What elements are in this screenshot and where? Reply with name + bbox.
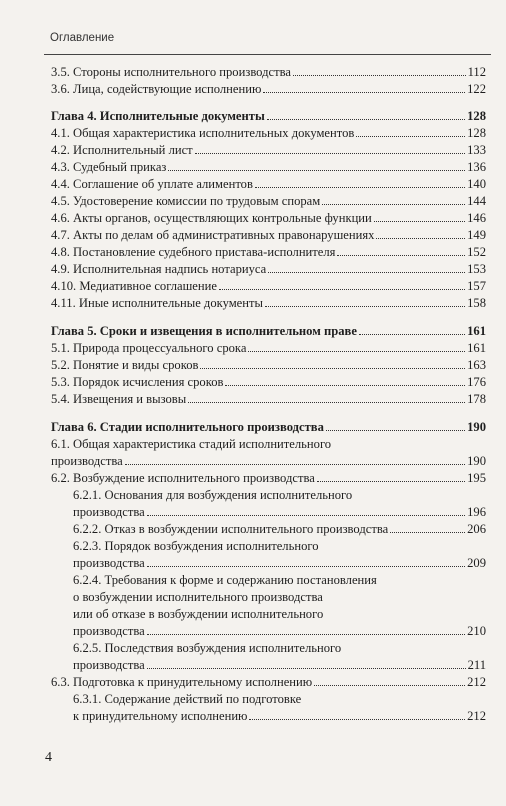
toc-entry-page: 128 [467,126,486,140]
toc-entry-title: 4.5. Удостоверение комиссии по трудовым спорам [51,194,321,208]
toc-entry-page: 146 [467,211,486,225]
toc-entry-title: 3.6. Лица, содействующие исполнению [51,82,262,96]
dot-leader [317,481,465,482]
toc-entry-page: 112 [467,65,486,79]
toc-entry-page: 157 [467,279,486,293]
toc-entry-6-2-3 [51,555,486,572]
toc-entry-5-4 [51,391,486,408]
dot-leader [200,368,465,369]
toc-entry-page: 152 [467,245,486,259]
dot-leader [125,464,465,465]
toc-entry-page: 163 [467,358,486,372]
toc-entry-6-2-4-line2: о возбуждении исполнительного производства [73,590,323,604]
toc-entry-page: 144 [467,194,486,208]
toc-entry-title: 4.7. Акты по делам об административных правонарушениях [51,228,375,242]
toc-entry-page: 210 [467,624,486,638]
toc-entry-page: 211 [467,658,486,672]
toc-entry-6-1-line1: 6.1. Общая характеристика стадий исполнительного [51,437,332,451]
dot-leader [326,430,465,431]
toc-entry-page: 140 [467,177,486,191]
toc-entry-title: производства [73,624,145,638]
toc-entry-page: 212 [467,709,486,723]
toc-chapter-title: Глава 4. Исполнительные документы [51,109,265,123]
toc-entry-4-1 [51,125,486,142]
toc-chapter-4 [51,108,486,125]
toc-entry-6-3 [51,674,486,691]
toc-entry-3-6 [51,81,486,98]
header-rule [44,54,491,55]
toc-entry-6-2-1-line1: 6.2.1. Основания для возбуждения исполнительного [73,488,353,502]
toc-entry-4-2 [51,142,486,159]
toc-entry-page: 149 [467,228,486,242]
toc-entry-4-10 [51,278,486,295]
toc-entry-5-2 [51,357,486,374]
toc-entry-title: 5.4. Извещения и вызовы [51,392,187,406]
toc-entry-title: 4.2. Исполнительный лист [51,143,193,157]
toc-entry-title: 4.11. Иные исполнительные документы [51,296,263,310]
page-number: 4 [45,750,52,765]
dot-leader [265,306,465,307]
dot-leader [225,385,465,386]
toc-entry-page: 133 [467,143,486,157]
toc-entry-6-2-4-line1: 6.2.4. Требования к форме и содержанию постановления [73,573,377,587]
toc-entry-title: 4.1. Общая характеристика исполнительных документов [51,126,355,140]
toc-entry-6-2-3-line1: 6.2.3. Порядок возбуждения исполнительного [73,539,319,553]
toc-entry-3-5 [51,64,486,81]
dot-leader [147,566,465,567]
toc-entry-title: 5.1. Природа процессуального срока [51,341,247,355]
toc-entry-page: 136 [467,160,486,174]
toc-entry-page: 212 [467,675,486,689]
toc-entry-5-3 [51,374,486,391]
dot-leader [188,402,465,403]
toc-entry-title: 4.4. Соглашение об уплате алиментов [51,177,253,191]
dot-leader [376,238,465,239]
toc-entry-title: 6.2. Возбуждение исполнительного производства [51,471,315,485]
dot-leader [255,187,465,188]
table-of-contents [51,64,486,725]
dot-leader [147,515,465,516]
dot-leader [147,634,465,635]
toc-entry-title: производства [73,658,145,672]
toc-entry-6-2-2 [51,521,486,538]
toc-entry-page: 190 [467,454,486,468]
toc-entry-4-3 [51,159,486,176]
dot-leader [248,351,465,352]
toc-entry-6-3-1-line1: 6.3.1. Содержание действий по подготовке [73,692,302,706]
toc-entry-4-7 [51,227,486,244]
running-head: Оглавление [50,32,115,44]
toc-entry-title: 4.8. Постановление судебного пристава-исполнителя [51,245,336,259]
dot-leader [267,119,465,120]
toc-entry-page: 158 [467,296,486,310]
toc-entry-6-2-5-line1: 6.2.5. Последствия возбуждения исполнительного [73,641,342,655]
dot-leader [249,719,465,720]
toc-entry-title: 5.2. Понятие и виды сроков [51,358,199,372]
toc-chapter-title: Глава 5. Сроки и извещения в исполнительном праве [51,324,357,338]
dot-leader [390,532,465,533]
toc-entry-6-2 [51,470,486,487]
dot-leader [147,668,466,669]
dot-leader [168,170,465,171]
toc-chapter-title: Глава 6. Стадии исполнительного производства [51,420,324,434]
toc-entry-title: 4.3. Судебный приказ [51,160,167,174]
toc-entry-4-8 [51,244,486,261]
toc-entry-6-2-4 [51,623,486,640]
toc-chapter-page: 190 [467,420,486,434]
toc-entry-4-4 [51,176,486,193]
toc-entry-title: 4.10. Медиативное соглашение [51,279,217,293]
dot-leader [356,136,465,137]
toc-entry-6-2-4-line3: или об отказе в возбуждении исполнительного [73,607,324,621]
toc-entry-page: 178 [467,392,486,406]
toc-entry-title: к принудительному исполнению [73,709,248,723]
toc-entry-page: 122 [467,82,486,96]
toc-entry-page: 196 [467,505,486,519]
toc-entry-title: 4.6. Акты органов, осуществляющих контрольные функции [51,211,372,225]
toc-chapter-6 [51,419,486,436]
dot-leader [219,289,465,290]
toc-chapter-page: 161 [467,324,486,338]
toc-entry-title: 3.5. Стороны исполнительного производства [51,65,291,79]
toc-entry-6-3-1 [51,708,486,725]
toc-entry-6-2-5 [51,657,486,674]
dot-leader [337,255,465,256]
toc-entry-4-9 [51,261,486,278]
toc-chapter-page: 128 [467,109,486,123]
dot-leader [293,75,466,76]
dot-leader [374,221,465,222]
toc-entry-title: 6.3. Подготовка к принудительному исполнению [51,675,313,689]
toc-chapter-5 [51,323,486,340]
toc-entry-title: производства [73,556,145,570]
toc-entry-title: производства [51,454,123,468]
toc-entry-4-6 [51,210,486,227]
dot-leader [322,204,465,205]
toc-entry-4-11 [51,295,486,312]
toc-entry-page: 161 [467,341,486,355]
toc-entry-page: 209 [467,556,486,570]
toc-entry-page: 206 [467,522,486,536]
dot-leader [195,153,465,154]
toc-entry-title: 5.3. Порядок исчисления сроков [51,375,224,389]
toc-entry-4-5 [51,193,486,210]
toc-entry-page: 176 [467,375,486,389]
dot-leader [263,92,465,93]
toc-entry-5-1 [51,340,486,357]
toc-entry-title: 6.2.2. Отказ в возбуждении исполнительного производства [73,522,389,536]
toc-entry-6-1 [51,453,486,470]
dot-leader [314,685,465,686]
toc-entry-6-2-1 [51,504,486,521]
dot-leader [359,334,465,335]
dot-leader [268,272,465,273]
toc-entry-title: производства [73,505,145,519]
toc-entry-page: 153 [467,262,486,276]
toc-entry-page: 195 [467,471,486,485]
toc-entry-title: 4.9. Исполнительная надпись нотариуса [51,262,267,276]
